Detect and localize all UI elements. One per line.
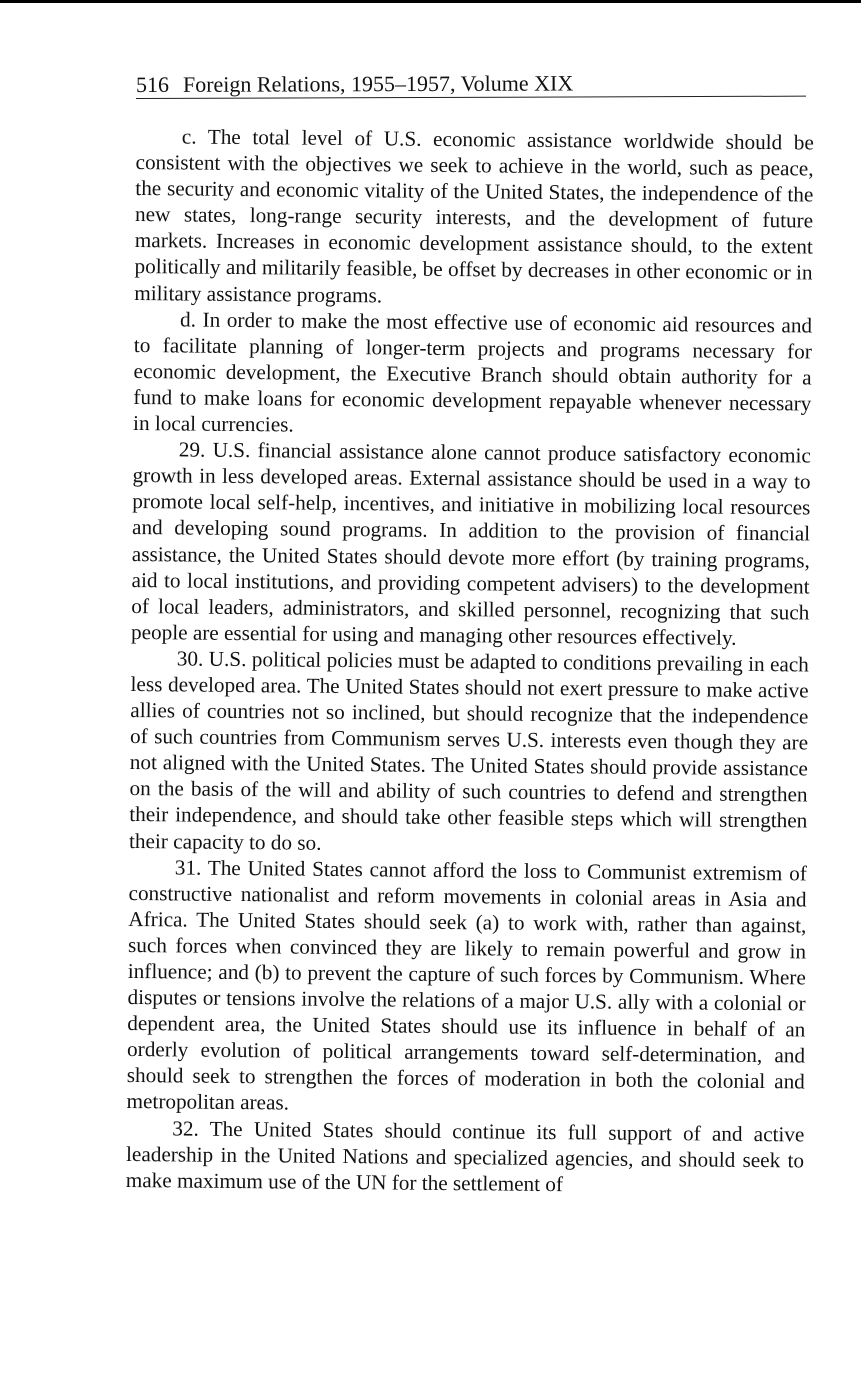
paragraph-29: 29. U.S. financial assistance alone cannot produce satisfactory economic growth in less developed areas. External assistance should be used in a way to promote local self-help, incentives, and initiative in mobilizing local resources and developing sound programs. In addition to the provision of financial assistance, the United States should devote more effort (by training programs, aid to local institutions, and providing competent advisers) to the development of local leaders, administrators, and skilled personnel, recognizing that such people are essential for using and managing other resources effectively. <box>131 437 811 650</box>
paragraph-32: 32. The United States should continue its full support of and active leadership in the United Nations and specialized agencies, and should seek to make maximum use of the UN for the settlement of <box>125 1115 805 1196</box>
document-body <box>126 123 814 1199</box>
paragraph-d: d. In order to make the most effective use of economic aid resources and to facilitate planning of longer-term projects and programs necessary for economic development, the Executive Branch should obtain authority for a fund to make loans for economic development repayable whenever necessary in local currencies. <box>133 307 813 437</box>
running-header <box>136 70 806 99</box>
publication-title: Foreign Relations, 1955–1957, Volume XIX <box>182 70 574 97</box>
paragraph-c: c. The total level of U.S. economic assistance worldwide should be consistent with the objectives we seek to achieve in the world, such as peace, the security and economic vitality of the United States, the independence of the new states, long-range security interests, and the development of future markets. Increases in economic development assistance should, to the extent politically and militarily feasible, be offset by decreases in other economic or in military assistance programs. <box>134 124 814 307</box>
page-top-edge <box>0 0 861 3</box>
page-number: 516 <box>135 71 169 98</box>
paragraph-30: 30. U.S. political policies must be adapted to conditions prevailing in each less developed area. The United States should not exert pressure to make active allies of countries not so inclined, but should recognize that the independence of such countries from Communism serves U.S. interests even though they are not aligned with the United States. The United States should provide assistance on the basis of the will and ability of such countries to defend and strengthen their independence, and should take other feasible steps which will strengthen their capacity to do so. <box>128 646 809 855</box>
paragraph-31: 31. The United States cannot afford the loss to Communist extremism of constructive nationalist and reform movements in colonial areas in Asia and Africa. The United States should seek (a) to work with, rather than against, such forces when convinced they are likely to remain powerful and grow in influence; and (b) to prevent the capture of such forces by Communism. Where disputes or tensions involve the relations of a major U.S. ally with a colonial or dependent area, the United States should use its influence in behalf of an orderly evolution of political arrangements toward self-determination, and should seek to strengthen the forces of moderation in both the colonial and metropolitan areas. <box>126 855 807 1115</box>
